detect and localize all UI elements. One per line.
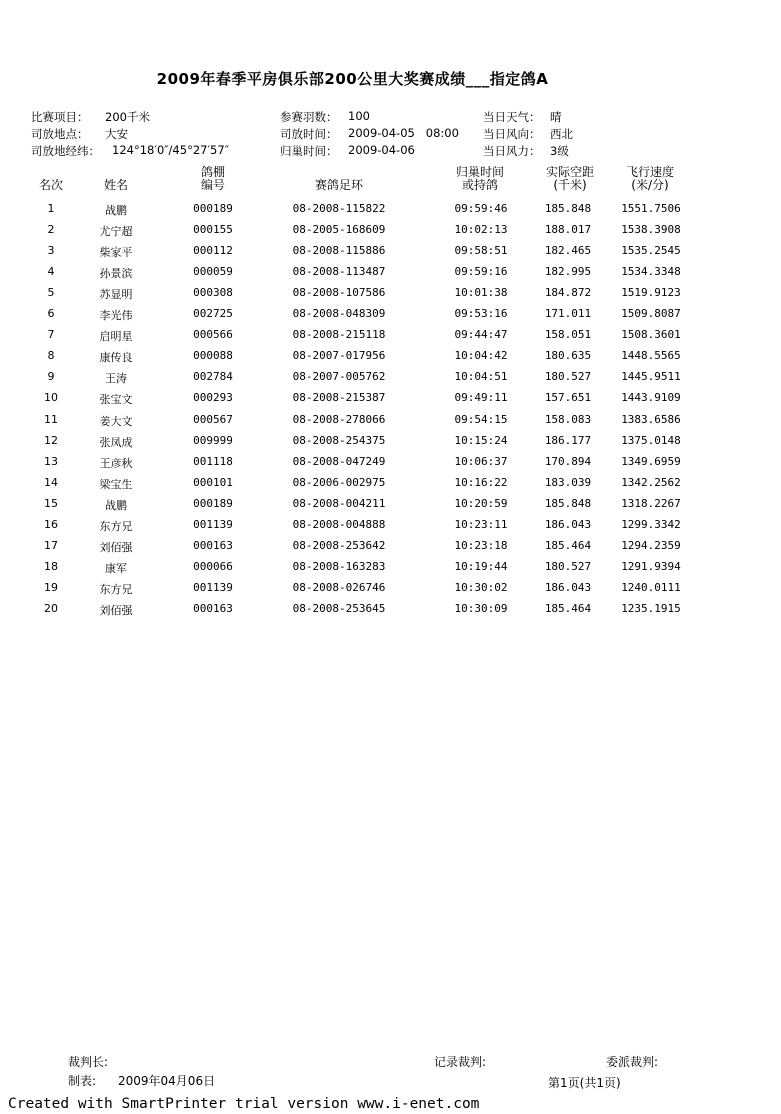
cell-loft: 002725 (193, 307, 233, 321)
cell-distance: 185.464 (544, 538, 592, 552)
cell-distance: 186.043 (544, 580, 592, 594)
cell-time: 10:02:13 (454, 223, 508, 237)
cell-rank: 20 (44, 601, 58, 615)
cell-time: 10:23:18 (454, 538, 508, 552)
cell-name: 姜大文 (99, 414, 133, 428)
cell-ring: 08-2008-215387 (292, 391, 386, 405)
cell-name: 王彦秋 (99, 456, 133, 470)
cell-name: 梁宝生 (99, 477, 133, 491)
cell-ring: 08-2008-107586 (292, 286, 386, 300)
release-time-value: 2009-04-05 08:00 (348, 126, 459, 140)
header-name: 姓名 (103, 178, 128, 192)
header-loft-line1: 鸽棚 (200, 165, 225, 179)
cell-distance: 180.635 (544, 349, 592, 363)
cell-time: 09:44:47 (454, 328, 508, 342)
cell-loft: 000308 (193, 286, 233, 300)
cell-time: 10:23:11 (454, 517, 508, 531)
header-time-line1: 归巢时间 (455, 165, 504, 179)
cell-rank: 9 (47, 370, 55, 384)
cell-ring: 08-2008-163283 (292, 559, 386, 573)
cell-time: 10:20:59 (454, 496, 508, 510)
wind-force-value: 3级 (550, 144, 569, 158)
cell-speed: 1299.3342 (621, 517, 681, 531)
cell-rank: 14 (44, 475, 58, 489)
coords-label: 司放地经纬： (31, 144, 100, 158)
cell-loft: 000088 (193, 349, 233, 363)
cell-ring: 08-2008-278066 (292, 412, 386, 426)
cell-distance: 184.872 (544, 286, 592, 300)
cell-name: 刘佰强 (99, 540, 133, 554)
cell-name: 康传良 (99, 351, 133, 365)
cell-ring: 08-2008-253645 (292, 601, 386, 615)
header-loft (183, 166, 243, 192)
cell-name: 东方兄 (99, 582, 133, 596)
entries-label: 参赛羽数： (280, 110, 338, 124)
cell-name: 孙景滨 (99, 267, 133, 281)
cell-time: 10:30:09 (454, 601, 508, 615)
cell-loft: 001139 (193, 517, 233, 531)
weather-value: 晴 (550, 110, 562, 124)
cell-speed: 1383.6586 (621, 412, 681, 426)
chief-judge-label: 裁判长: (68, 1055, 109, 1069)
coords-value: 124°18′0″/45°27′57″ (112, 143, 229, 157)
cell-ring: 08-2008-253642 (292, 538, 386, 552)
cell-ring: 08-2008-004888 (292, 517, 386, 531)
cell-ring: 08-2008-026746 (292, 580, 386, 594)
page-indicator: 第1页(共1页) (548, 1076, 621, 1090)
cell-ring: 08-2008-254375 (292, 433, 386, 447)
cell-speed: 1508.3601 (621, 328, 681, 342)
header-distance-line1: 实际空距 (545, 165, 594, 179)
cell-time: 10:04:42 (454, 349, 508, 363)
cell-loft: 000066 (193, 559, 233, 573)
cell-rank: 13 (44, 454, 58, 468)
cell-rank: 5 (47, 286, 55, 300)
recorder-label: 记录裁判: (434, 1055, 487, 1069)
cell-time: 09:59:16 (454, 265, 508, 279)
cell-distance: 185.848 (544, 496, 592, 510)
release-place-label: 司放地点： (31, 127, 89, 141)
header-ring: 赛鸽足环 (314, 178, 363, 192)
header-speed (610, 166, 690, 192)
cell-ring: 08-2008-004211 (292, 496, 386, 510)
cell-name: 康军 (105, 561, 127, 575)
delegate-label: 委派裁判: (606, 1055, 659, 1069)
cell-rank: 10 (44, 391, 58, 405)
cell-rank: 16 (44, 517, 58, 531)
cell-speed: 1538.3908 (621, 223, 681, 237)
cell-name: 李光伟 (99, 309, 133, 323)
cell-time: 10:15:24 (454, 433, 508, 447)
cell-speed: 1349.6959 (621, 454, 681, 468)
table-date: 2009年04月06日 (118, 1074, 216, 1088)
cell-name: 东方兄 (99, 519, 133, 533)
cell-loft: 001139 (193, 580, 233, 594)
maker-label: 制表: (68, 1074, 97, 1088)
release-time-label: 司放时间： (280, 127, 338, 141)
cell-speed: 1240.0111 (621, 580, 681, 594)
header-distance (530, 166, 610, 192)
cell-rank: 6 (47, 307, 55, 321)
wind-direction-label: 当日风向： (483, 127, 541, 141)
cell-time: 09:54:15 (454, 412, 508, 426)
cell-rank: 15 (44, 496, 58, 510)
page-title: 2009年春季平房俱乐部200公里大奖赛成绩___指定鸽A (156, 70, 549, 88)
cell-loft: 002784 (193, 370, 233, 384)
cell-distance: 158.051 (544, 328, 592, 342)
cell-speed: 1534.3348 (621, 265, 681, 279)
cell-speed: 1509.8087 (621, 307, 681, 321)
cell-name: 尤宁超 (99, 225, 133, 239)
cell-distance: 185.464 (544, 601, 592, 615)
cell-name: 战鹏 (105, 204, 127, 217)
cell-name: 柴家平 (99, 246, 133, 260)
cell-speed: 1535.2545 (621, 244, 681, 258)
cell-loft: 000293 (193, 391, 233, 405)
header-loft-line2: 编号 (200, 178, 225, 192)
cell-loft: 000189 (193, 202, 233, 215)
cell-rank: 7 (47, 328, 55, 342)
cell-speed: 1445.9511 (621, 370, 681, 384)
header-rank: 名次 (38, 178, 63, 192)
cell-time: 10:30:02 (454, 580, 508, 594)
cell-speed: 1235.1915 (621, 601, 681, 615)
cell-name: 张宝文 (99, 393, 133, 407)
cell-ring: 08-2008-215118 (292, 328, 386, 342)
cell-ring: 08-2008-047249 (292, 454, 386, 468)
cell-speed: 1291.9394 (621, 559, 681, 573)
cell-rank: 18 (44, 559, 58, 573)
release-place-value: 大安 (105, 127, 128, 141)
cell-speed: 1551.7506 (621, 202, 681, 215)
cell-ring: 08-2005-168609 (292, 223, 386, 237)
cell-name: 王涛 (105, 372, 127, 386)
header-speed-line1: 飞行速度 (625, 165, 674, 179)
header-speed-line2: (米/分) (631, 178, 669, 192)
cell-speed: 1443.9109 (621, 391, 681, 405)
cell-rank: 2 (47, 223, 55, 237)
header-time (440, 166, 520, 192)
cell-name: 战鹏 (105, 498, 127, 512)
cell-time: 09:58:51 (454, 244, 508, 258)
event-label: 比赛项目： (31, 110, 89, 124)
entries-value: 100 (348, 109, 370, 123)
cell-speed: 1342.2562 (621, 475, 681, 489)
cell-loft: 000155 (193, 223, 233, 237)
cell-ring: 08-2008-115886 (292, 244, 386, 258)
event-value: 200千米 (105, 110, 150, 124)
header-time-line2: 或持鸽 (461, 178, 498, 192)
return-time-label: 归巢时间： (280, 144, 338, 158)
cell-distance: 182.995 (544, 265, 592, 279)
wind-force-label: 当日风力： (483, 144, 541, 158)
cell-time: 10:04:51 (454, 370, 508, 384)
cell-distance: 183.039 (544, 475, 592, 489)
cell-time: 10:19:44 (454, 559, 508, 573)
cell-distance: 157.651 (544, 391, 592, 405)
cell-loft: 000101 (193, 475, 233, 489)
cell-distance: 182.465 (544, 244, 592, 258)
cell-rank: 1 (47, 202, 55, 215)
cell-name: 启明星 (99, 330, 133, 344)
return-time-value: 2009-04-06 (348, 143, 415, 157)
cell-name: 刘佰强 (99, 603, 133, 617)
cell-distance: 180.527 (544, 370, 592, 384)
cell-loft: 000189 (193, 496, 233, 510)
cell-time: 09:59:46 (454, 202, 508, 215)
cell-speed: 1318.2267 (621, 496, 681, 510)
cell-speed: 1448.5565 (621, 349, 681, 363)
cell-ring: 08-2006-002975 (292, 475, 386, 489)
cell-loft: 000566 (193, 328, 233, 342)
cell-loft: 009999 (193, 433, 233, 447)
cell-loft: 000163 (193, 601, 233, 615)
cell-rank: 17 (44, 538, 58, 552)
cell-time: 10:01:38 (454, 286, 508, 300)
trial-notice: Created with SmartPrinter trial version www.i-enet.com (8, 1096, 480, 1112)
cell-ring: 08-2007-005762 (292, 370, 386, 384)
cell-loft: 000112 (193, 244, 233, 258)
cell-time: 10:16:22 (454, 475, 508, 489)
cell-rank: 12 (44, 433, 58, 447)
cell-rank: 8 (47, 349, 55, 363)
cell-rank: 19 (44, 580, 58, 594)
cell-rank: 4 (47, 265, 55, 279)
cell-ring: 08-2008-113487 (292, 265, 386, 279)
header-distance-line2: (千米) (553, 178, 587, 192)
cell-distance: 186.177 (544, 433, 592, 447)
cell-rank: 3 (47, 244, 55, 258)
weather-label: 当日天气： (483, 110, 541, 124)
cell-speed: 1519.9123 (621, 286, 681, 300)
cell-speed: 1375.0148 (621, 433, 681, 447)
cell-name: 苏显明 (99, 288, 133, 302)
cell-speed: 1294.2359 (621, 538, 681, 552)
cell-distance: 186.043 (544, 517, 592, 531)
cell-distance: 185.848 (544, 202, 592, 215)
cell-ring: 08-2007-017956 (292, 349, 386, 363)
cell-distance: 188.017 (544, 223, 592, 237)
cell-loft: 001118 (193, 454, 233, 468)
cell-distance: 171.011 (544, 307, 592, 321)
cell-ring: 08-2008-115822 (292, 202, 386, 215)
cell-loft: 000567 (193, 412, 233, 426)
cell-loft: 000059 (193, 265, 233, 279)
cell-name: 张凤成 (99, 435, 133, 449)
cell-loft: 000163 (193, 538, 233, 552)
cell-time: 09:49:11 (454, 391, 508, 405)
cell-time: 09:53:16 (454, 307, 508, 321)
cell-distance: 170.894 (544, 454, 592, 468)
cell-distance: 158.083 (544, 412, 592, 426)
cell-ring: 08-2008-048309 (292, 307, 386, 321)
wind-direction-value: 西北 (550, 127, 573, 141)
cell-rank: 11 (44, 412, 58, 426)
cell-time: 10:06:37 (454, 454, 508, 468)
cell-distance: 180.527 (544, 559, 592, 573)
